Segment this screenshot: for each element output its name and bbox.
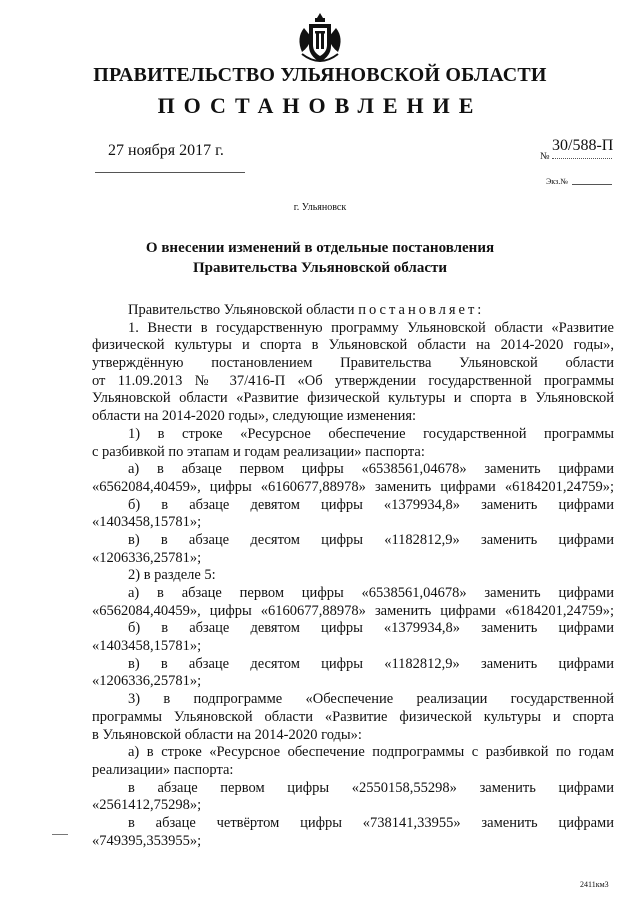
intro-line [92,302,614,320]
copy-number-line [572,184,612,185]
body-line: «6562084,40459», цифры «6160677,88978» заменить цифрами «6184201,24759»; [92,602,614,619]
body-line: программы Ульяновской области «Развитие физической культуры и спорта [92,708,614,725]
body-line: утверждённую постановлением Правительства Ульяновской области [92,355,614,372]
government-name: ПРАВИТЕЛЬСТВО УЛЬЯНОВСКОЙ ОБЛАСТИ [93,64,547,86]
body-line: 2) в разделе 5: [128,567,216,584]
copy-number-label: Экз.№ [546,177,568,186]
body-line: 3) в подпрограмме «Обеспечение реализации государственной [128,691,614,708]
body-line: 1. Внести в государственную программу Ульяновской области «Развитие [128,319,614,336]
body-line: с разбивкой по этапам и годам реализации» паспорта: [92,443,425,460]
document-date: 27 ноября 2017 г. [108,142,224,159]
document-type: ПОСТАНОВЛЕНИЕ [157,93,483,118]
body-line: «6562084,40459», цифры «6160677,88978» заменить цифрами «6184201,24759»; [92,478,614,495]
body-line: а) в строке «Ресурсное обеспечение подпрограммы с разбивкой по годам [128,744,614,761]
body-line: б) в абзаце девятом цифры «1379934,8» заменить цифрами [128,620,614,637]
body-line: области на 2014-2020 годы», следующие изменения: [92,408,417,425]
body-line: в) в абзаце десятом цифры «1182812,9» заменить цифрами [128,531,614,548]
intro-text: Правительство Ульяновской области [128,302,355,318]
body-line: а) в абзаце первом цифры «6538561,04678» заменить цифрами [128,461,614,478]
body-line: а) в абзаце первом цифры «6538561,04678» заменить цифрами [128,585,614,601]
body-line: б) в абзаце девятом цифры «1379934,8» заменить цифрами [128,496,614,513]
document-subject [60,238,580,278]
intro-verb: постановляет: [358,302,485,318]
body-line: физической культуры и спорта в Ульяновской области на 2014-2020 годы», [92,337,614,354]
document-number: 30/588-П [552,137,614,154]
subject-line: О внесении изменений в отдельные постановления [145,240,495,256]
body-line: «2561412,75298»; [92,797,202,814]
body-line: «1403458,15781»; [92,514,202,531]
body-line: в) в абзаце десятом цифры «1182812,9» заменить цифрами [128,655,614,672]
body-line: в абзаце четвёртом цифры «738141,33955» заменить цифрами [128,814,614,831]
body-line: 1) в строке «Ресурсное обеспечение государственной программы [128,425,614,442]
city-name: г. Ульяновск [293,202,347,213]
body-line: «749395,353955»; [92,832,202,849]
footer-code: 2411км3 [580,880,609,889]
body-line: в Ульяновской области на 2014-2020 годы»: [92,726,362,743]
body-line: «1403458,15781»; [92,638,202,655]
body-line: в абзаце первом цифры «2550158,55298» заменить цифрами [128,779,614,796]
date-underline [95,172,245,173]
coat-of-arms-icon [294,10,346,66]
number-sign: № [540,151,550,162]
body-line: реализации» паспорта: [92,761,234,778]
margin-mark [52,834,68,835]
body-line: от 11.09.2013 № 37/416-П «Об утверждении государственной программы [92,372,614,389]
document-body [92,302,614,850]
body-line: «1206336,25781»; [92,549,202,566]
body-line: Ульяновской области «Развитие физической культуры и спорта в Ульяновской [92,390,614,407]
subject-line: Правительства Ульяновской области [192,260,448,276]
number-underline [552,158,612,159]
body-line: «1206336,25781»; [92,673,202,690]
